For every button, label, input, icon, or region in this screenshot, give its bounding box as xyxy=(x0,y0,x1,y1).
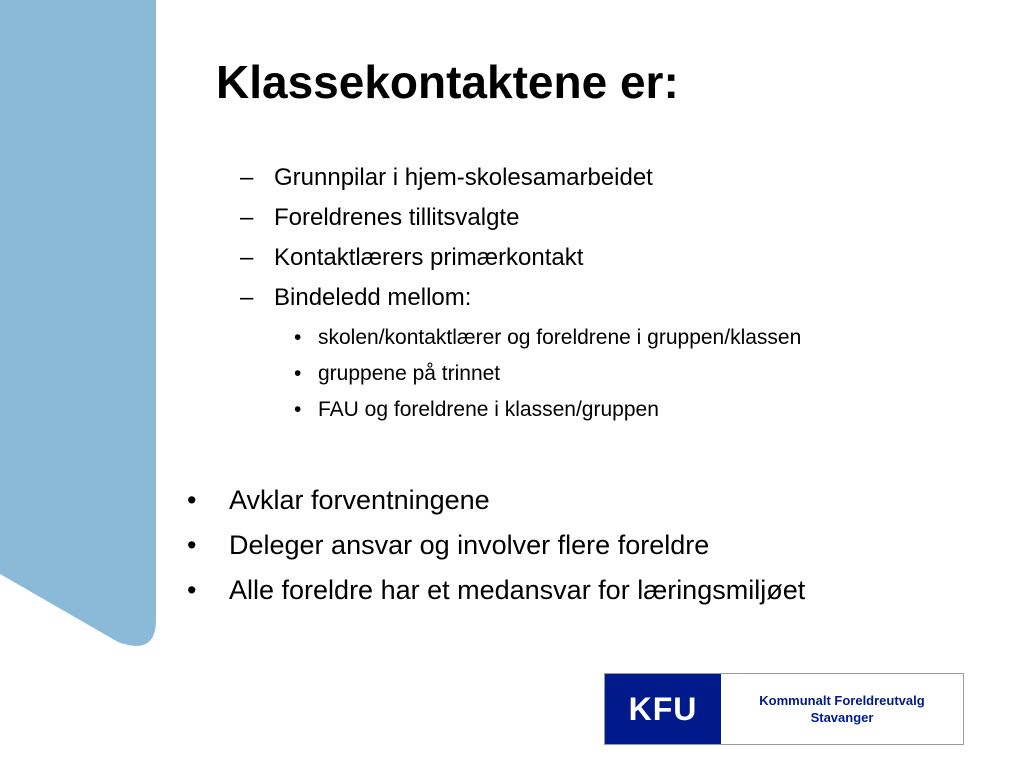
logo-caption xyxy=(721,674,963,744)
sub-list-item xyxy=(290,392,801,428)
logo-line-city: Stavanger xyxy=(810,710,874,725)
main-item-text: Avklar forventningene xyxy=(229,485,490,515)
main-list-item xyxy=(185,568,805,613)
dash-item-text: Grunnpilar i hjem-skolesamarbeidet xyxy=(274,164,653,191)
dash-marker: – xyxy=(240,244,254,271)
main-item-text: Deleger ansvar og involver flere foreldre xyxy=(229,530,710,560)
bullet-marker: • xyxy=(187,575,197,605)
sub-list-container xyxy=(240,318,802,426)
kfu-logo xyxy=(604,673,964,745)
dash-list-item xyxy=(240,158,751,198)
bullet-marker: • xyxy=(187,485,197,515)
dash-list xyxy=(240,158,802,426)
sub-item-text: gruppene på trinnet xyxy=(318,362,501,385)
dash-marker: – xyxy=(240,284,254,311)
main-item-text: Alle foreldre har et medansvar for læringsmiljøet xyxy=(229,575,806,605)
sub-list-item xyxy=(290,320,801,356)
dash-marker: – xyxy=(240,204,254,231)
side-decoration xyxy=(0,0,160,660)
main-bullet-list xyxy=(185,478,805,613)
logo-line-organization: Kommunalt Foreldreutvalg xyxy=(759,693,925,708)
dash-item-text: Kontaktlærers primærkontakt xyxy=(274,244,584,271)
sub-list xyxy=(290,320,801,428)
bullet-marker: • xyxy=(294,362,302,385)
sub-list-item xyxy=(290,356,801,392)
dash-list-item xyxy=(240,278,751,318)
bullet-marker: • xyxy=(294,398,302,421)
bullet-marker: • xyxy=(187,530,197,560)
bullet-marker: • xyxy=(294,326,302,349)
logo-abbreviation: KFU xyxy=(605,674,721,744)
dash-list-item xyxy=(240,238,751,278)
dash-list-item xyxy=(240,198,751,238)
main-list-item xyxy=(185,523,805,568)
slide-title: Klassekontaktene er: xyxy=(216,56,679,108)
sub-item-text: skolen/kontaktlærer og foreldrene i gruppen/klassen xyxy=(318,326,802,349)
dash-marker: – xyxy=(240,164,254,191)
sub-item-text: FAU og foreldrene i klassen/gruppen xyxy=(318,398,659,421)
dash-item-text: Foreldrenes tillitsvalgte xyxy=(274,204,520,231)
main-list-item xyxy=(185,478,805,523)
dash-item-text: Bindeledd mellom: xyxy=(274,284,472,311)
